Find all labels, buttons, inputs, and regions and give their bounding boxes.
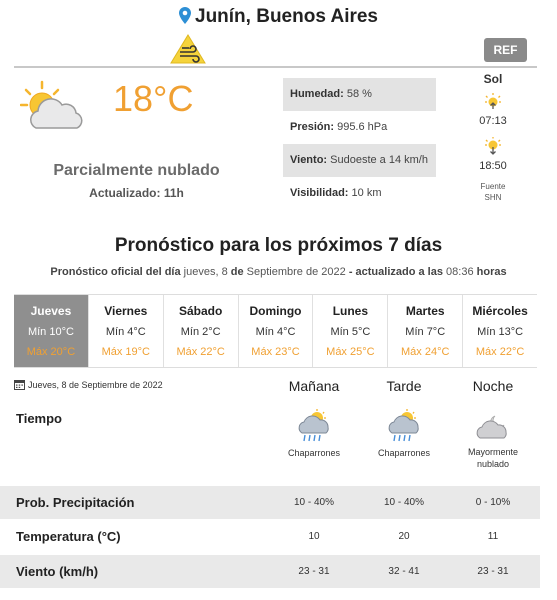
showers-day-icon: [359, 409, 449, 443]
period-night-header: Noche: [472, 378, 514, 394]
header-divider: [14, 66, 537, 68]
sunrise-time: 07:13: [479, 115, 507, 127]
day-tab-sabado[interactable]: Sábado Mín 2°C Máx 22°C: [164, 295, 239, 367]
showers-day-icon: [269, 409, 359, 443]
wind-alert-icon[interactable]: [170, 34, 206, 64]
day-tab-lunes[interactable]: Lunes Mín 5°C Máx 25°C: [313, 295, 388, 367]
location-name: Junín, Buenos Aires: [195, 6, 378, 27]
sunset-time: 18:50: [479, 160, 507, 172]
updated-time: Actualizado: 11h: [89, 186, 184, 200]
current-description: Parcialmente nublado: [53, 162, 220, 179]
current-temperature: 18°C: [113, 78, 194, 119]
day-tab-jueves[interactable]: Jueves Mín 10°C Máx 20°C: [14, 295, 89, 367]
stat-pressure: Presión: 995.6 hPa: [290, 121, 388, 133]
day-tab-viernes[interactable]: Viernes Mín 4°C Máx 19°C: [89, 295, 164, 367]
source-label: Fuente: [480, 182, 506, 191]
row-precipitation: Prob. Precipitación 10 - 40% 10 - 40% 0 - 10%: [0, 486, 540, 519]
tiempo-label: Tiempo: [16, 411, 62, 426]
condition-night: Mayormente nublado: [448, 412, 538, 470]
forecast-days: [14, 294, 537, 368]
location-title: [0, 6, 557, 30]
ref-button[interactable]: REF: [484, 38, 527, 62]
current-stats: [283, 78, 436, 210]
day-tab-miercoles[interactable]: Miércoles Mín 13°C Máx 22°C: [472, 304, 528, 358]
calendar-icon: [14, 379, 25, 392]
sun-title: Sol: [483, 72, 503, 86]
sun-panel: [470, 72, 516, 203]
day-tab-domingo[interactable]: Domingo Mín 4°C Máx 23°C: [239, 295, 314, 367]
stat-humidity: Humedad: 58 %: [283, 78, 436, 111]
sunrise-icon: [470, 92, 516, 115]
sunset-icon: [470, 137, 516, 160]
row-wind: Viento (km/h) 23 - 31 32 - 41 23 - 31: [0, 555, 540, 588]
location-pin-icon: [179, 7, 191, 30]
period-morning-header: Mañana: [288, 378, 340, 394]
period-afternoon-header: Tarde: [386, 378, 422, 394]
row-temperature: Temperatura (°C) 10 20 11: [16, 529, 499, 544]
stat-wind: Viento: Sudoeste a 14 km/h: [283, 144, 436, 177]
source-value: SHN: [484, 193, 502, 202]
partly-cloudy-day-icon: [20, 80, 86, 132]
stat-visibility: Visibilidad: 10 km: [290, 187, 382, 199]
condition-morning: Chaparrones: [269, 409, 359, 459]
forecast-subtitle: Pronóstico oficial del día jueves, 8 de Septiembre de 2022 - actualizado a las 08:36 horas: [50, 266, 507, 278]
condition-afternoon: Chaparrones: [359, 409, 449, 459]
cloudy-night-icon: [448, 412, 538, 442]
detail-date: Jueves, 8 de Septiembre de 2022: [14, 379, 163, 392]
forecast-title: Pronóstico para los próximos 7 días: [114, 235, 443, 256]
day-tab-martes[interactable]: Martes Mín 7°C Máx 24°C: [388, 295, 463, 367]
